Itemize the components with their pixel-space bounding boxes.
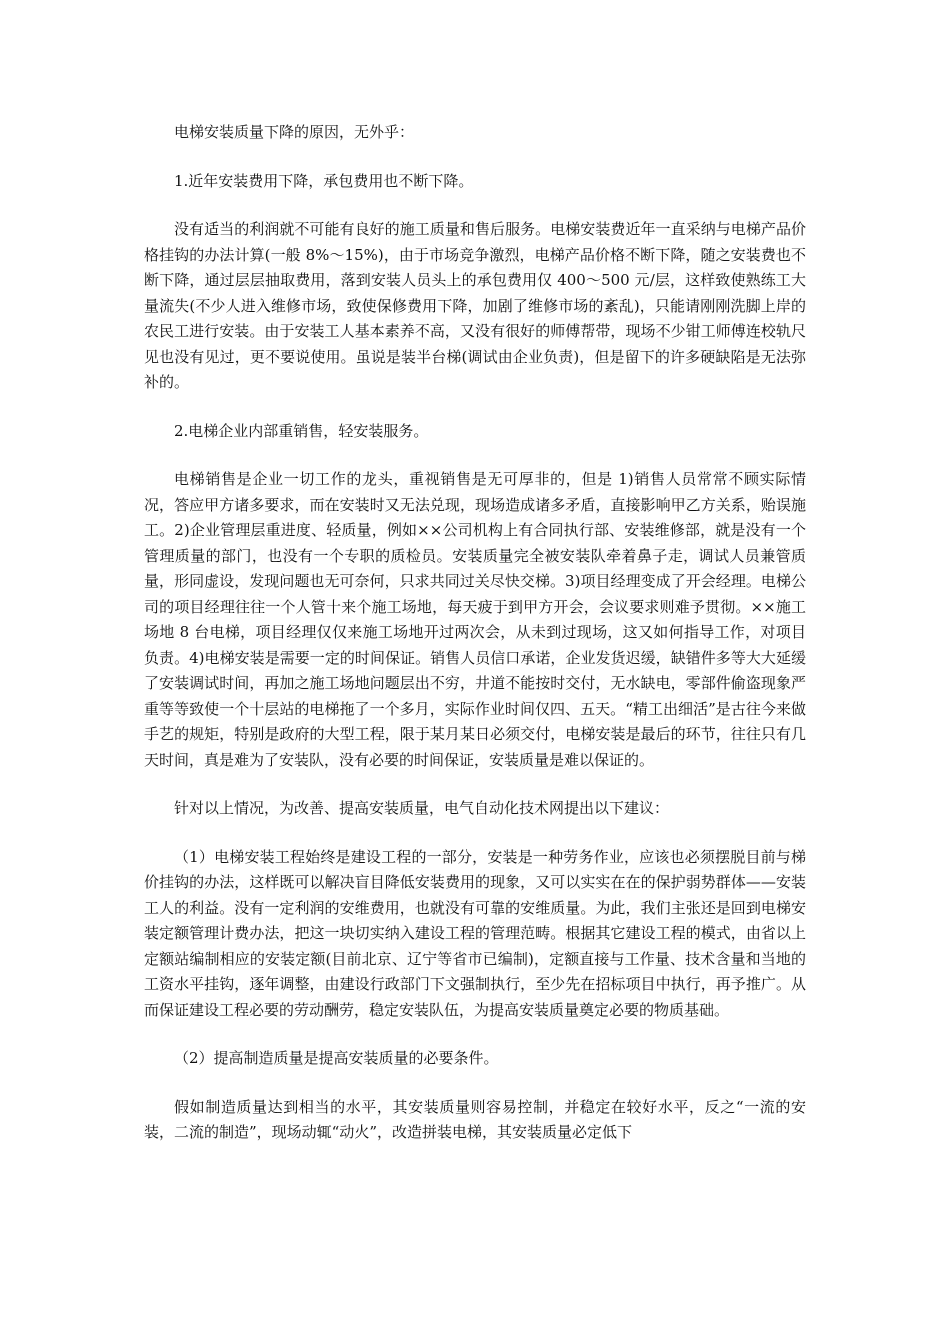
point-1-heading: 1.近年安装费用下降，承包费用也不断下降。	[174, 171, 474, 190]
point-2-heading: 2.电梯企业内部重销售，轻安装服务。	[174, 421, 429, 440]
suggestions-intro: 针对以上情况，为改善、提高安装质量，电气自动化技术网提出以下建议：	[174, 799, 670, 817]
suggestion-2-body: 假如制造质量达到相当的水平，其安装质量则容易控制，并稳定在较好水平，反之“一流的安装，二流的制造”，现场动辄“动火”，改造拼装电梯，其安装质量必定低下	[144, 1097, 806, 1141]
point-2-body: 电梯销售是企业一切工作的龙头，重视销售是无可厚非的，但是 1)销售人员常常不顾实际情况，答应甲方诸多要求，而在安装时又无法兑现，现场造成诸多矛盾，直接影响甲乙方关系，贻误施工。2)企业管理层重进度、轻质量，例如××公司机构上有合同执行部、安装维修部，就是没有一个管理质量的部门，也没有一个专职的质检员。安装质量完全被安装队牵着鼻子走，调试人员兼管质量，形同虚设，发现问题也无可奈何，只求共同过关尽快交梯。3)项目经理变成了开会经理。电梯公司的项目经理往往一个人管十来个施工场地，每天疲于到甲方开会，会议要求则难予贯彻。××施工场地 8 台电梯，项目经理仅仅来施工场地开过两次会，从未到过现场，这又如何指导工作，对项目负责。4)电梯安装是需要一定的时间保证。销售人员信口承诺，企业发货迟缓，缺错件多等大大延缓了安装调试时间，再加之施工场地问题层出不穷，井道不能按时交付，无水缺电，零部件偷盗现象严重等等致使一个十层站的电梯拖了一个多月，实际作业时间仅四、五天。“精工出细活”是古往今来做手艺的规矩，特别是政府的大型工程，限于某月某日必须交付，电梯安装是最后的环节，往往只有几天时间，真是难为了安装队，没有必要的时间保证，安装质量是难以保证的。	[144, 470, 806, 769]
suggestion-1-body: （1）电梯安装工程始终是建设工程的一部分，安装是一种劳务作业，应该也必须摆脱目前与梯价挂钩的办法，这样既可以解决盲目降低安装费用的现象，又可以实实在在的保护弱势群体——安装工人的利益。没有一定利润的安维费用，也就没有可靠的安维质量。为此，我们主张还是回到电梯安装定额管理计费办法，把这一块切实纳入建设工程的管理范畴。根据其它建设工程的模式，由省以上定额站编制相应的安装定额(目前北京、辽宁等省市已编制)，定额直接与工作量、技术含量和当地的工资水平挂钩，逐年调整，由建设行政部门下文强制执行，至少先在招标项目中执行，再予推广。从而保证建设工程必要的劳动酬劳，稳定安装队伍，为提高安装质量奠定必要的物质基础。	[144, 847, 806, 1019]
document-body	[144, 120, 806, 1169]
point-1-body: 没有适当的利润就不可能有良好的施工质量和售后服务。电梯安装费近年一直采纳与电梯产品价格挂钩的办法计算(一般 8%～15%)，由于市场竞争激烈，电梯产品价格不断下降，随之安装费也不断下降，通过层层抽取费用，落到安装人员头上的承包费用仅 400～500 元/层，这样致使熟练工大量流失(不少人进入维修市场，致使保修费用下降，加剧了维修市场的紊乱)，只能请刚刚洗脚上岸的农民工进行安装。由于安装工人基本素养不高，又没有很好的师傅帮带，现场不少钳工师傅连校轨尺见也没有见过，更不要说使用。虽说是装半台梯(调试由企业负责)，但是留下的许多硬缺陷是无法弥补的。	[144, 220, 806, 391]
intro-paragraph: 电梯安装质量下降的原因，无外乎：	[174, 123, 415, 141]
suggestion-2-heading: （2）提高制造质量是提高安装质量的必要条件。	[174, 1049, 499, 1067]
